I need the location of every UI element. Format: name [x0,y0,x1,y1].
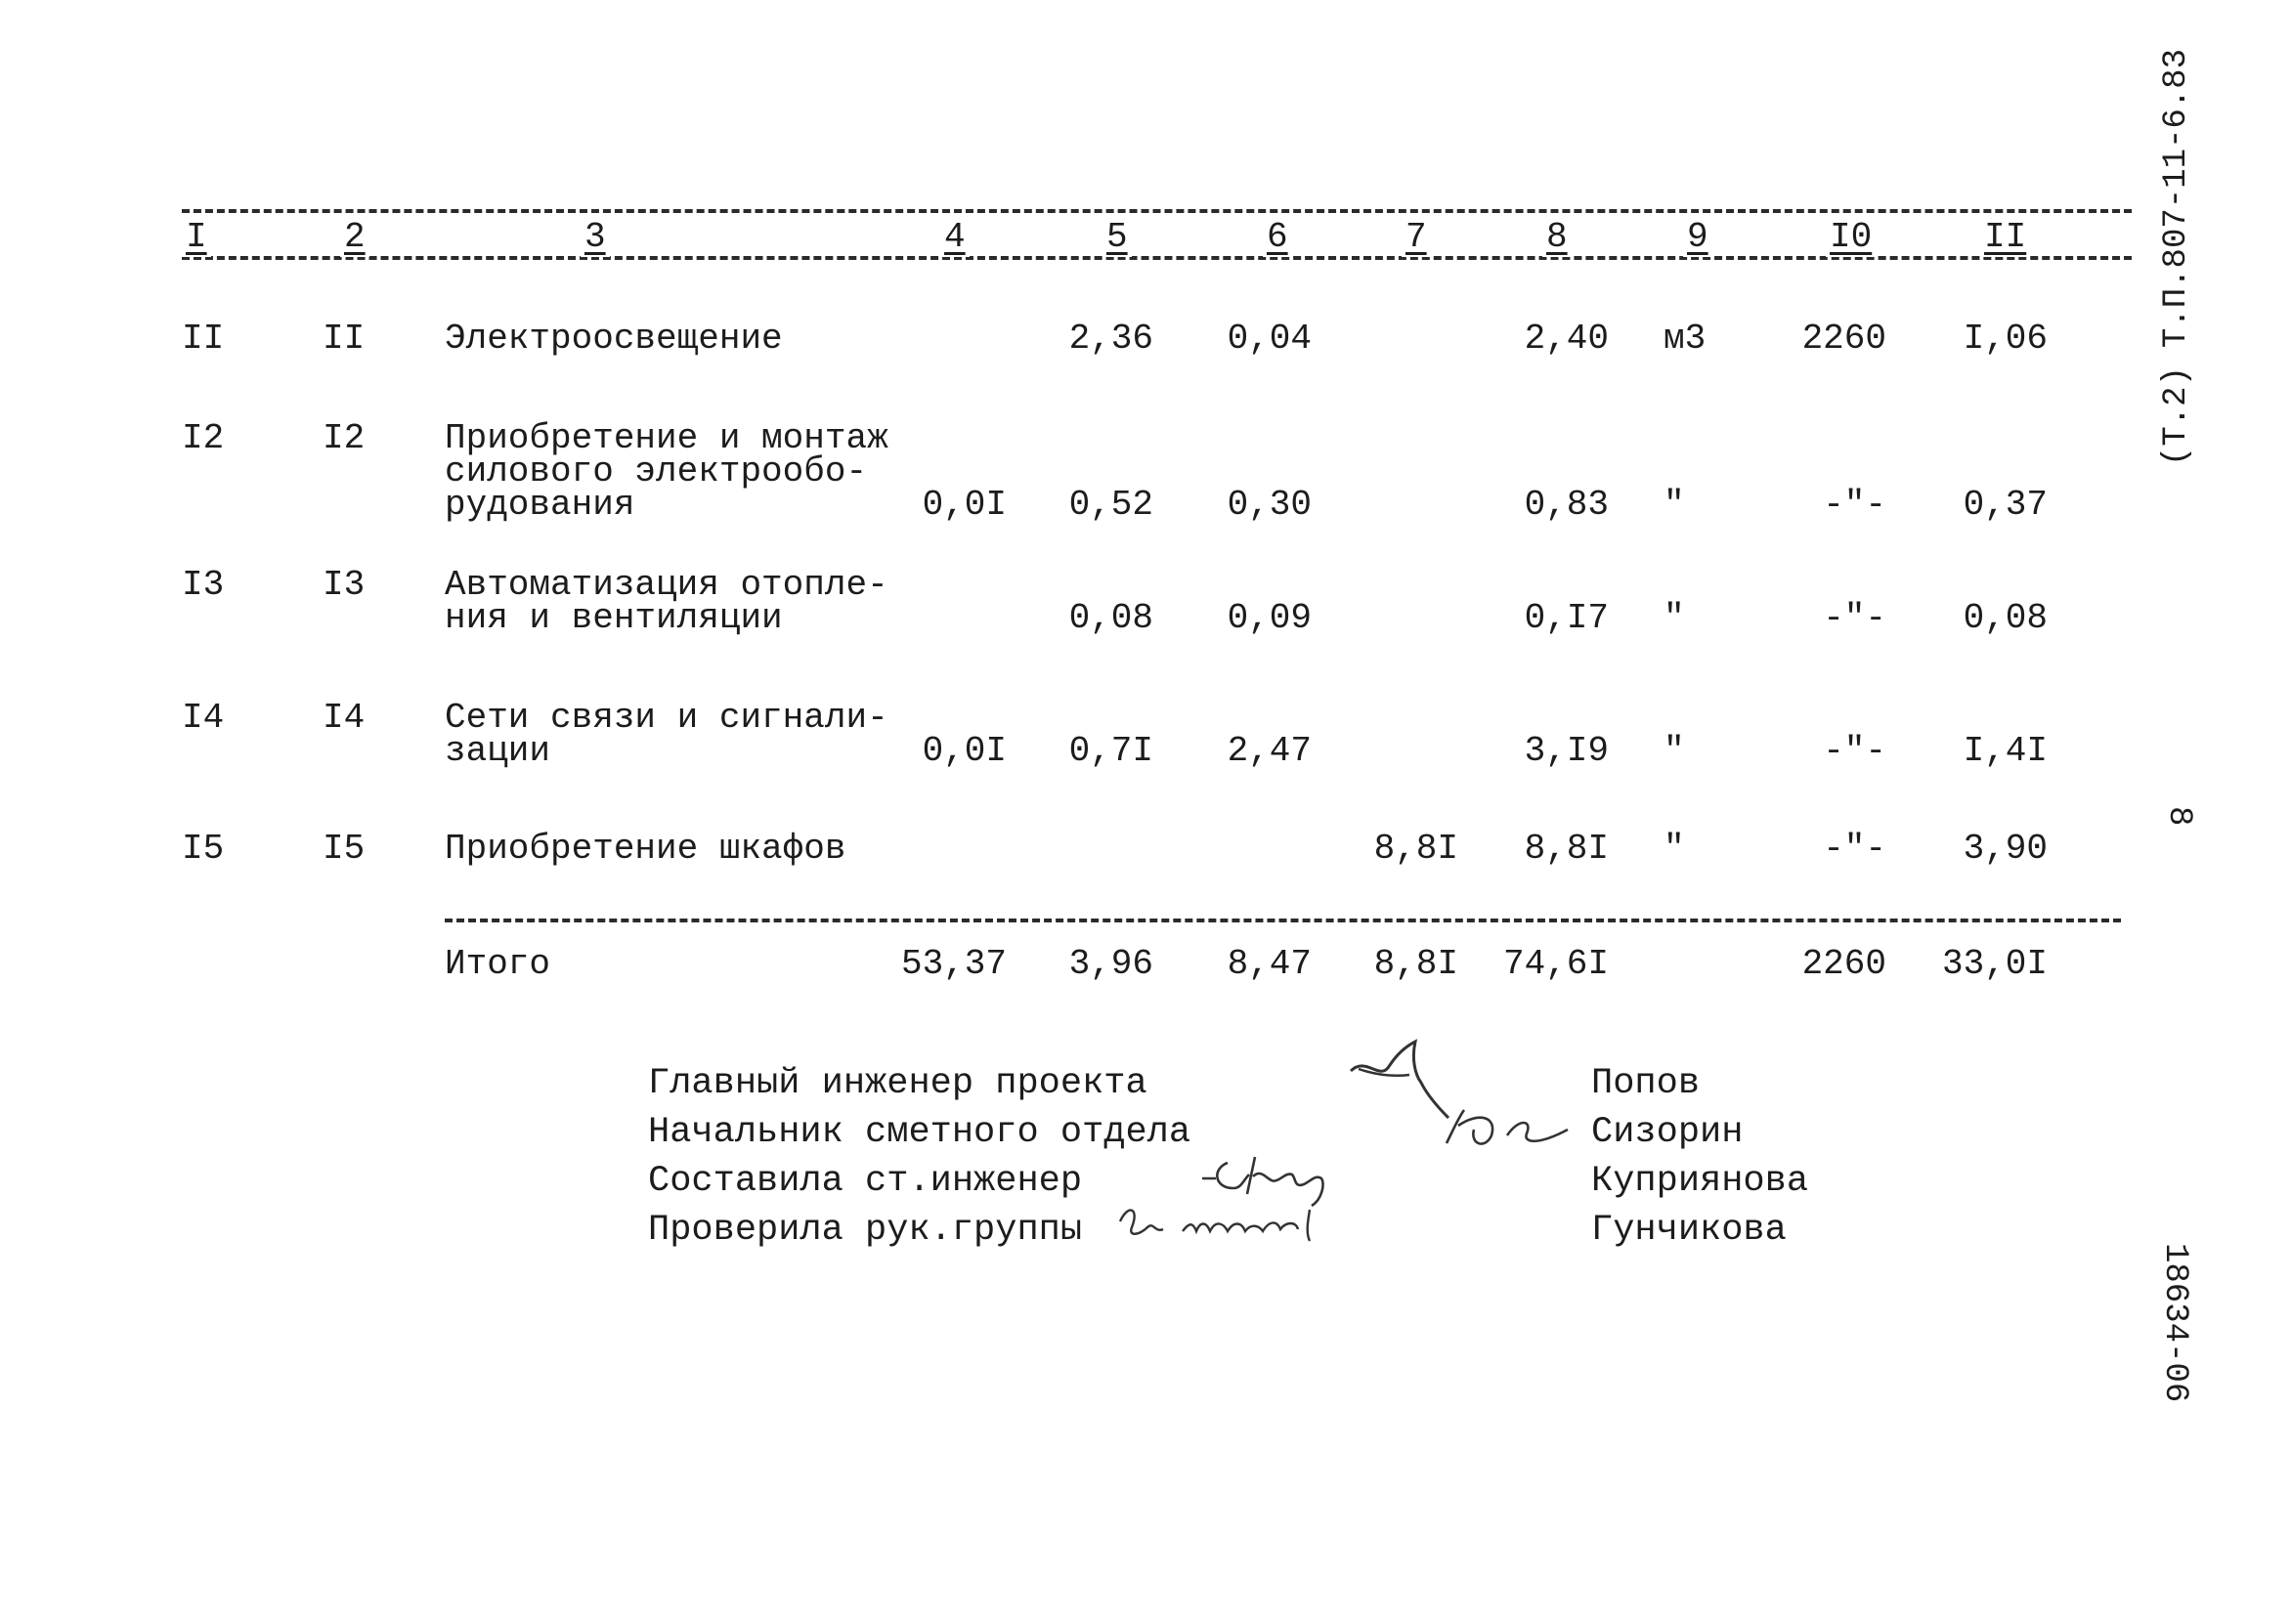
signature-title: Составила ст.инженер [648,1161,1083,1202]
value-col-11: I,06 [1963,319,2048,359]
total-label: Итого [445,944,551,984]
value-col-6: 2,47 [1227,731,1312,771]
signature-name: Сизорин [1591,1112,1744,1153]
total-col-5: 3,96 [1068,944,1153,984]
total-col-11: 33,0I [1941,944,2048,984]
value-col-10: 2260 [1801,319,1886,359]
row-number: I4 [182,698,225,738]
archive-number: 18634-06 [2156,1243,2193,1403]
signature-title: Главный инженер проекта [648,1063,1147,1104]
value-col-4: 0,0I [922,731,1007,771]
value-col-8: 0,83 [1524,485,1609,525]
total-col-7: 8,8I [1373,944,1458,984]
value-col-8: 8,8I [1524,829,1609,869]
item-description: Автоматизация отопле- ния и вентиляции [445,565,888,638]
value-col-11: I,4I [1963,731,2048,771]
col-num-3: 3 [581,217,610,257]
col-num-10: I0 [1826,217,1876,257]
col-num-8: 8 [1542,217,1572,257]
item-number: I5 [323,829,366,869]
total-col-8: 74,6I [1502,944,1609,984]
row-number: I2 [182,418,225,458]
value-col-6: 0,30 [1227,485,1312,525]
col-num-11: II [1980,217,2030,257]
value-col-8: 2,40 [1524,319,1609,359]
item-description: Приобретение и монтаж силового электрообо- рудования [445,418,888,525]
row-number: II [182,319,225,359]
total-col-4: 53,37 [900,944,1007,984]
value-col-10: -"- [1823,829,1886,869]
col-num-6: 6 [1263,217,1292,257]
value-col-7: 8,8I [1373,829,1458,869]
row-number: I5 [182,829,225,869]
item-description: Приобретение шкафов [445,829,846,869]
col-num-5: 5 [1102,217,1132,257]
total-col-6: 8,47 [1227,944,1312,984]
col-num-9: 9 [1683,217,1712,257]
doc-code: Т.П.807-11-6.83 [2158,49,2195,349]
value-col-11: 0,37 [1963,485,2048,525]
unit: " [1664,598,1685,638]
page-number: 8 [2160,806,2197,827]
col-num-1: I [182,217,211,257]
value-col-5: 0,7I [1068,731,1153,771]
value-col-10: -"- [1823,598,1886,638]
value-col-8: 3,I9 [1524,731,1609,771]
header-rule-top [182,209,2132,213]
value-col-5: 0,08 [1068,598,1153,638]
signature-title: Начальник сметного отдела [648,1112,1191,1153]
value-col-5: 2,36 [1068,319,1153,359]
unit: " [1664,485,1685,525]
signature-name: Гунчикова [1591,1210,1787,1251]
item-description: Сети связи и сигнали- зации [445,698,888,771]
album-number: (Т.2) [2158,366,2195,467]
value-col-4: 0,0I [922,485,1007,525]
handwritten-signature-gunchikova [1114,1192,1349,1251]
col-num-7: 7 [1402,217,1431,257]
total-rule [445,919,2121,922]
item-number: I3 [323,565,366,605]
value-col-10: -"- [1823,485,1886,525]
value-col-11: 0,08 [1963,598,2048,638]
unit: " [1664,731,1685,771]
total-col-10: 2260 [1801,944,1886,984]
col-num-4: 4 [940,217,970,257]
row-number: I3 [182,565,225,605]
item-description: Электроосвещение [445,319,783,359]
item-number: I4 [323,698,366,738]
handwritten-signature-sizorin [1439,1092,1576,1161]
value-col-6: 0,09 [1227,598,1312,638]
value-col-10: -"- [1823,731,1886,771]
value-col-6: 0,04 [1227,319,1312,359]
signature-title: Проверила рук.группы [648,1210,1083,1251]
value-col-8: 0,I7 [1524,598,1609,638]
col-num-2: 2 [340,217,369,257]
signature-name: Попов [1591,1063,1701,1104]
signature-name: Куприянова [1591,1161,1809,1202]
item-number: II [323,319,366,359]
item-number: I2 [323,418,366,458]
unit: " [1664,829,1685,869]
value-col-5: 0,52 [1068,485,1153,525]
value-col-11: 3,90 [1963,829,2048,869]
unit: м3 [1664,319,1707,359]
